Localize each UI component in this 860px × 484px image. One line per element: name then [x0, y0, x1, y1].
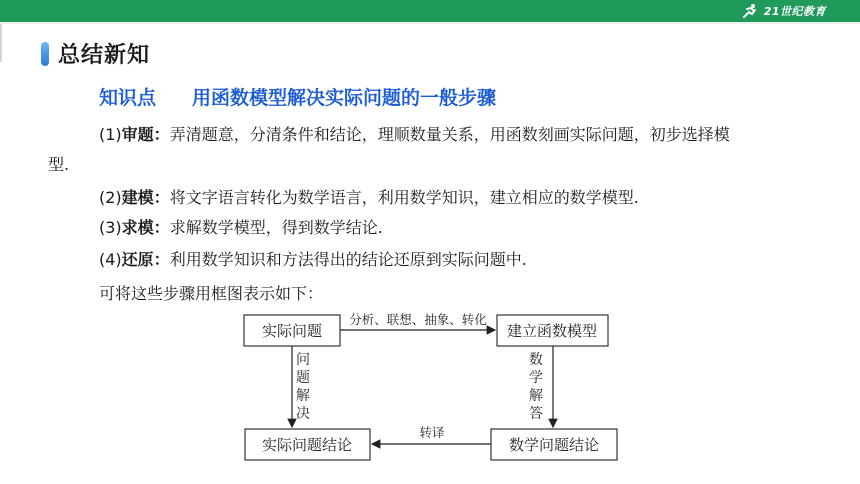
step-1-continuation: 型. [48, 155, 70, 174]
logo-text: 21世纪教育 [763, 5, 826, 18]
diagram-intro: 可将这些步骤用框图表示如下： [99, 284, 324, 303]
arrow-top-label: 分析、联想、抽象、转化 [349, 312, 487, 327]
arrow-right-char-1: 数 [529, 352, 543, 368]
arrow-left-char-4: 决 [296, 406, 310, 422]
arrow-bottom-label: 转译 [419, 425, 445, 440]
knowledge-label: 知识点 [99, 87, 157, 109]
step-text: 求解数学模型，得到数学结论. [169, 218, 383, 237]
step-text: 将文字语言转化为数学语言，利用数学知识，建立相应的数学模型. [169, 188, 639, 207]
step-name: 建模： [121, 188, 170, 207]
section-title: 总结新知 [58, 43, 151, 68]
box-math-conclusion-label: 数学问题结论 [508, 436, 600, 454]
step-number: (3) [99, 218, 122, 237]
step-number: (4) [99, 250, 122, 269]
step-name: 还原： [121, 250, 170, 269]
arrow-right-char-2: 学 [529, 370, 543, 386]
step-name: 审题： [121, 125, 170, 144]
step-text: 利用数学知识和方法得出的结论还原到实际问题中. [169, 250, 527, 269]
step-number: (1) [99, 125, 122, 144]
step-number: (2) [99, 188, 122, 207]
box-real-problem-label: 实际问题 [261, 322, 323, 340]
box-real-conclusion-label: 实际问题结论 [261, 436, 353, 454]
knowledge-topic: 用函数模型解决实际问题的一般步骤 [192, 87, 497, 109]
box-build-model-label: 建立函数模型 [506, 322, 598, 340]
arrow-right-char-3: 解 [529, 388, 543, 404]
arrow-left-char-2: 题 [296, 370, 310, 386]
arrow-left-char-3: 解 [296, 388, 310, 404]
step-name: 求模： [121, 218, 170, 237]
step-text: 弄清题意，分清条件和结论，理顺数量关系，用函数刻画实际问题，初步选择模 [169, 125, 730, 144]
arrow-right-char-4: 答 [529, 406, 543, 422]
arrow-left-char-1: 问 [296, 352, 310, 368]
